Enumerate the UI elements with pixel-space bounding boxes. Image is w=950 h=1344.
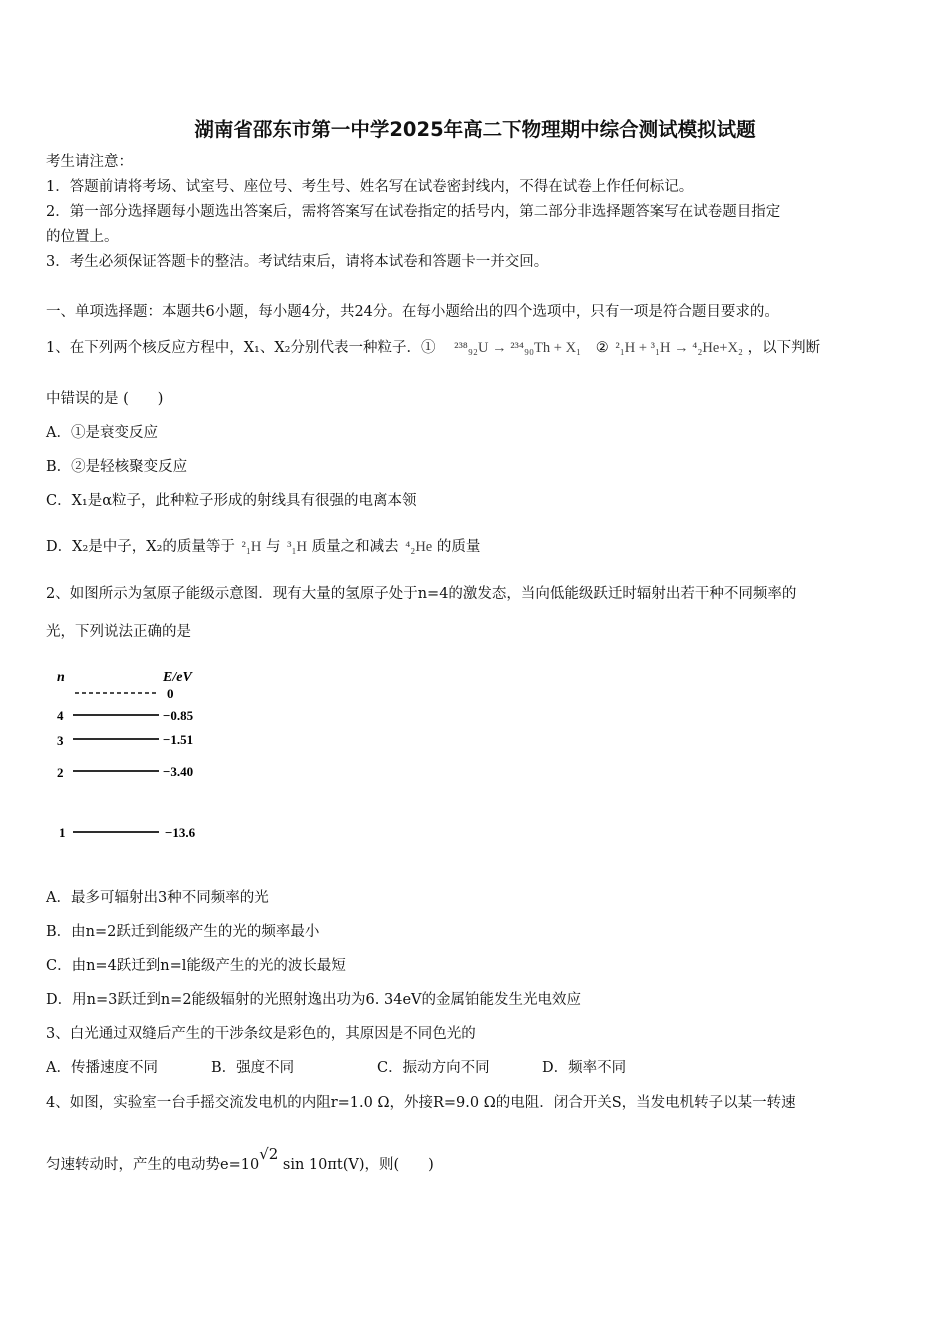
tritium-symbol: ³₁H (287, 539, 307, 555)
level-energy-4: −0.85 (163, 708, 194, 723)
level-energy-3: −1.51 (163, 732, 194, 747)
section-heading: 一、单项选择题：本题共6小题，每小题4分，共24分。在每小题给出的四个选项中，只有一项是符合题目要求的。 (46, 304, 779, 320)
q3-option-a: A．传播速度不同 (46, 1060, 158, 1076)
q1-equation-2: ²₁H + ³₁H → ⁴₂He+X₂ (615, 340, 743, 356)
q1-stem-line2: 中错误的是 ( ) (46, 391, 164, 407)
q4-stem-line2 (46, 1145, 434, 1175)
q1-option-c: C．X₁是α粒子，此种粒子形成的射线具有很强的电离本领 (46, 493, 417, 509)
page-title: 湖南省邵东市第一中学2025年高二下物理期中综合测试模拟试题 (194, 118, 756, 141)
q1-option-d-part3: 质量之和减去 (311, 539, 399, 555)
level-energy-2: −3.40 (163, 764, 194, 779)
notice-heading: 考生请注意： (46, 154, 133, 170)
helium-symbol: ⁴₂He (405, 539, 433, 555)
notice-item-2-cont: 的位置上。 (46, 229, 119, 245)
q3-stem: 3、白光通过双缝后产生的干涉条纹是彩色的，其原因是不同色光的 (46, 1026, 476, 1042)
level-energy-inf: 0 (167, 686, 174, 701)
q2-stem-line1: 2、如图所示为氢原子能级示意图．现有大量的氢原子处于n=4的激发态，当向低能级跃迁时辐射出若干种不同频率的 (46, 586, 797, 602)
q1-option-b: B．②是轻核聚变反应 (46, 459, 188, 475)
level-n-3: 3 (57, 733, 64, 748)
sqrt-two: √2 (259, 1145, 279, 1163)
q1-option-a: A．①是衰变反应 (46, 425, 158, 441)
q1-option-d-part4: 的质量 (436, 539, 481, 555)
energy-level-diagram (55, 665, 225, 845)
q2-option-a: A．最多可辐射出3种不同频率的光 (46, 890, 269, 906)
q1-option-d-part2: 与 (266, 539, 281, 555)
deuterium-symbol: ²₁H (241, 539, 262, 555)
q1-mark-2: ② (595, 340, 609, 356)
level-n-4: 4 (57, 708, 64, 723)
q1-equation-1: ²³⁸₉₂U → ²³⁴₉₀Th + X₁ (454, 340, 582, 356)
q3-option-b: B．强度不同 (211, 1060, 295, 1076)
diagram-n-label: n (57, 670, 65, 685)
q2-stem-line2: 光，下列说法正确的是 (46, 624, 191, 640)
q1-stem-a: 1、在下列两个核反应方程中，X₁、X₂分别代表一种粒子．① (46, 340, 436, 356)
diagram-e-label: E/eV (163, 670, 192, 685)
q1-stem-b: ，以下判断 (747, 340, 821, 356)
notice-item-1: 1．答题前请将考场、试室号、座位号、考生号、姓名写在试卷密封线内，不得在试卷上作任何标记。 (46, 179, 694, 195)
notice-item-2: 2．第一部分选择题每小题选出答案后，需将答案写在试卷指定的括号内，第二部分非选择题答案写在试卷题目指定 (46, 204, 781, 220)
q2-option-b: B．由n=2跃迁到能级产生的光的频率最小 (46, 924, 320, 940)
q1-option-d (46, 537, 480, 557)
q4-stem-b2: sin 10πt(V)，则( ) (282, 1157, 434, 1173)
level-n-1: 1 (59, 825, 66, 840)
q4-stem-line1: 4、如图，实验室一台手摇交流发电机的内阻r=1.0 Ω，外接R=9.0 Ω的电阻．闭合开关S，当发电机转子以某一转速 (46, 1095, 796, 1111)
q3-option-d: D．频率不同 (542, 1060, 627, 1076)
notice-item-3: 3．考生必须保证答题卡的整洁。考试结束后，请将本试卷和答题卡一并交回。 (46, 254, 549, 270)
level-energy-1: −13.6 (165, 825, 196, 840)
level-n-2: 2 (57, 765, 64, 780)
q3-option-c: C．振动方向不同 (377, 1060, 490, 1076)
q1-option-d-part1: D．X₂是中子，X₂的质量等于 (46, 539, 235, 555)
q2-option-c: C．由n=4跃迁到n=l能级产生的光的波长最短 (46, 958, 346, 974)
q2-option-d: D．用n=3跃迁到n=2能级辐射的光照射逸出功为6. 34eV的金属铂能发生光电效应 (46, 992, 581, 1008)
q4-stem-b1: 匀速转动时，产生的电动势e=10 (46, 1157, 260, 1173)
q1-stem-line1 (46, 338, 820, 358)
